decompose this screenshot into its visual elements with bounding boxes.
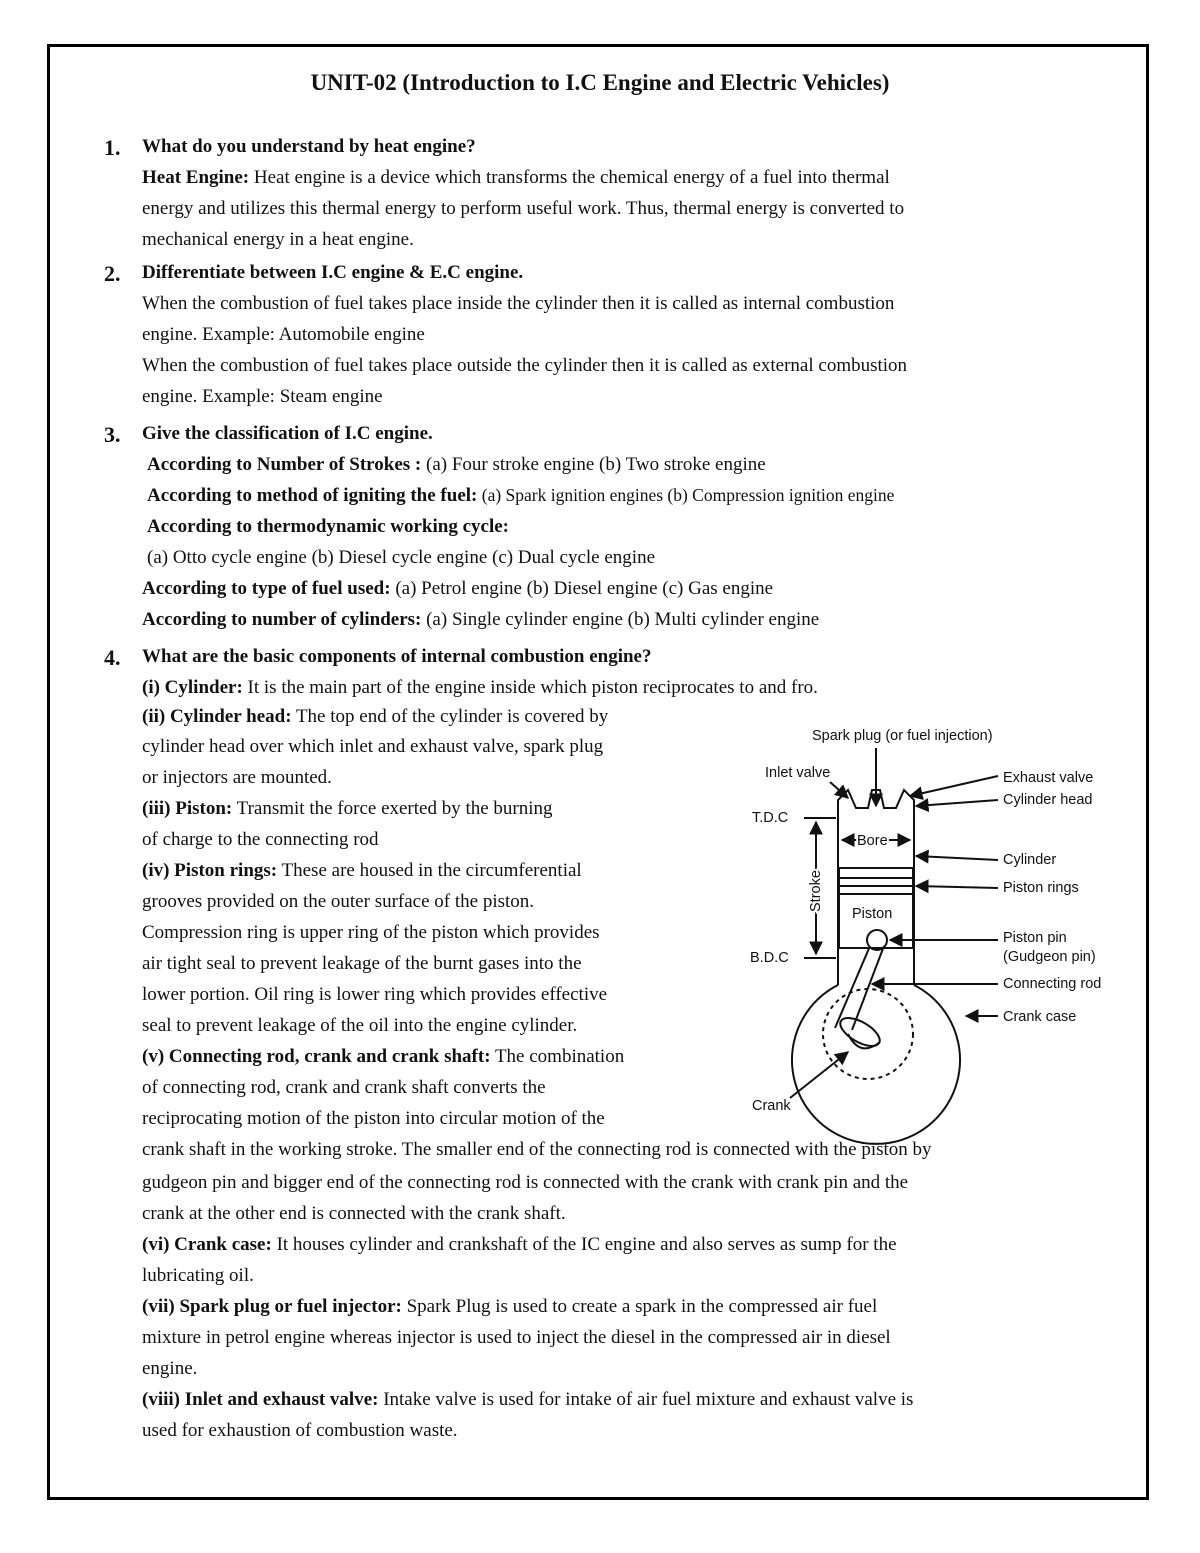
label-piston-rings: Piston rings bbox=[1003, 880, 1079, 896]
label-exhaust-valve: Exhaust valve bbox=[1003, 770, 1094, 786]
q1-question: What do you understand by heat engine? bbox=[142, 136, 476, 157]
q1-line-3: mechanical energy in a heat engine. bbox=[142, 229, 414, 250]
q1-number: 1. bbox=[104, 135, 121, 160]
q4-c3-term: (iii) Piston: bbox=[142, 798, 233, 819]
crank-circle bbox=[823, 989, 913, 1079]
label-piston: Piston bbox=[852, 906, 893, 922]
head-leader bbox=[916, 800, 998, 806]
crank-case-shape bbox=[792, 985, 960, 1144]
label-stroke: Stroke bbox=[808, 870, 824, 912]
label-piston-pin: Piston pin bbox=[1003, 930, 1067, 946]
q3-question: Give the classification of I.C engine. bbox=[142, 423, 433, 444]
q4-head-2: cylinder head over which inlet and exhaust valve, spark plug bbox=[142, 736, 604, 757]
q2-line-2: engine. Example: Automobile engine bbox=[142, 324, 425, 345]
label-inlet-valve: Inlet valve bbox=[765, 765, 831, 781]
q4-rings-2: grooves provided on the outer surface of the piston. bbox=[142, 891, 535, 912]
q4-c7-term: (vii) Spark plug or fuel injector: bbox=[142, 1296, 402, 1317]
q4-rod-3: reciprocating motion of the piston into circular motion of the bbox=[142, 1108, 605, 1129]
q4-c5-l1: The combination bbox=[490, 1046, 625, 1067]
q3-strokes-text: (a) Four stroke engine (b) Two stroke engine bbox=[421, 454, 766, 475]
q3-fuel-text: (a) Petrol engine (b) Diesel engine (c) Gas engine bbox=[390, 578, 774, 599]
q4-c4-term: (iv) Piston rings: bbox=[142, 860, 278, 881]
q4-c8-term: (viii) Inlet and exhaust valve: bbox=[142, 1389, 379, 1410]
q1-text: Heat engine is a device which transforms the chemical energy of a fuel into thermal bbox=[249, 167, 890, 188]
q2-question: Differentiate between I.C engine & E.C engine. bbox=[142, 262, 524, 283]
q4-valve-2: used for exhaustion of combustion waste. bbox=[142, 1420, 458, 1441]
label-gudgeon-pin: (Gudgeon pin) bbox=[1003, 949, 1096, 965]
q3-number: 3. bbox=[104, 422, 121, 447]
q4-c6-term: (vi) Crank case: bbox=[142, 1234, 272, 1255]
q4-piston-2: of charge to the connecting rod bbox=[142, 829, 379, 850]
label-cylinder: Cylinder bbox=[1003, 852, 1057, 868]
cylinder-leader bbox=[916, 856, 998, 860]
label-connecting-rod: Connecting rod bbox=[1003, 976, 1102, 992]
label-tdc: T.D.C bbox=[752, 810, 789, 826]
q4-spark-3: engine. bbox=[142, 1358, 198, 1379]
q2-line-1: When the combustion of fuel takes place inside the cylinder then it is called as internal combustion bbox=[142, 293, 895, 314]
q4-c7-l1: Spark Plug is used to create a spark in the compressed air fuel bbox=[401, 1296, 878, 1317]
label-spark-plug: Spark plug (or fuel injection) bbox=[812, 728, 993, 744]
q3-strokes-label: According to Number of Strokes : bbox=[147, 454, 422, 475]
q3-ignite-label: According to method of igniting the fuel: bbox=[147, 485, 478, 506]
q4-number: 4. bbox=[104, 645, 121, 670]
q4-c1-term: (i) Cylinder: bbox=[142, 677, 243, 698]
connecting-rod-right bbox=[852, 946, 884, 1030]
q4-c8-l1: Intake valve is used for intake of air fuel mixture and exhaust valve is bbox=[378, 1389, 914, 1410]
q3-fuel-label: According to type of fuel used: bbox=[142, 578, 391, 599]
page-title: UNIT-02 (Introduction to I.C Engine and Electric Vehicles) bbox=[310, 70, 890, 95]
inlet-leader bbox=[830, 782, 848, 798]
crank-pin-shape bbox=[836, 1012, 884, 1051]
q4-rings-5: lower portion. Oil ring is lower ring which provides effective bbox=[142, 984, 608, 1005]
q4-question: What are the basic components of internal combustion engine? bbox=[142, 646, 652, 667]
q3-ignite-text: (a) Spark ignition engines (b) Compression ignition engine bbox=[477, 485, 895, 505]
crank-arm-shape bbox=[848, 1034, 880, 1048]
q1-term: Heat Engine: bbox=[142, 167, 250, 188]
q4-c4-l1: These are housed in the circumferential bbox=[277, 860, 582, 881]
q4-rod-4: crank shaft in the working stroke. The smaller end of the connecting rod is connected with the piston by bbox=[142, 1139, 932, 1160]
exhaust-leader bbox=[910, 776, 998, 796]
q4-head-3: or injectors are mounted. bbox=[142, 767, 332, 788]
q3-cyl-text: (a) Single cylinder engine (b) Multi cylinder engine bbox=[421, 609, 820, 630]
q4-c1-text: It is the main part of the engine inside which piston reciprocates to and fro. bbox=[242, 677, 818, 698]
label-crank-case: Crank case bbox=[1003, 1009, 1077, 1025]
q4-spark-2: mixture in petrol engine whereas injector is used to inject the diesel in the compressed air in diesel bbox=[142, 1327, 891, 1348]
q2-number: 2. bbox=[104, 261, 121, 286]
q2-line-4: engine. Example: Steam engine bbox=[142, 386, 383, 407]
connecting-rod-left bbox=[835, 946, 870, 1028]
q4-rod-2: of connecting rod, crank and crank shaft converts the bbox=[142, 1077, 546, 1098]
q3-cycle-label: According to thermodynamic working cycle: bbox=[147, 516, 509, 537]
q4-c3-l1: Transmit the force exerted by the burning bbox=[232, 798, 553, 819]
q4-rod-6: crank at the other end is connected with the crank shaft. bbox=[142, 1203, 566, 1224]
q1-line-2: energy and utilizes this thermal energy to perform useful work. Thus, thermal energy is converted to bbox=[142, 198, 905, 219]
q4-rings-3: Compression ring is upper ring of the piston which provides bbox=[142, 922, 600, 943]
q4-rod-5: gudgeon pin and bigger end of the connecting rod is connected with the crank with crank pin and the bbox=[142, 1172, 909, 1193]
rings-leader bbox=[916, 886, 998, 888]
q4-c2-l1: The top end of the cylinder is covered by bbox=[291, 706, 609, 727]
q4-c2-term: (ii) Cylinder head: bbox=[142, 706, 292, 727]
q4-rings-6: seal to prevent leakage of the oil into the engine cylinder. bbox=[142, 1015, 578, 1036]
q4-c6-l1: It houses cylinder and crankshaft of the IC engine and also serves as sump for the bbox=[271, 1234, 897, 1255]
q3-cycle-text: (a) Otto cycle engine (b) Diesel cycle engine (c) Dual cycle engine bbox=[147, 547, 655, 568]
q4-c5-term: (v) Connecting rod, crank and crank shaft: bbox=[142, 1046, 491, 1067]
q2-line-3: When the combustion of fuel takes place outside the cylinder then it is called as external combustion bbox=[142, 355, 908, 376]
label-crank: Crank bbox=[752, 1098, 791, 1114]
q4-case-2: lubricating oil. bbox=[142, 1265, 254, 1286]
label-bore: Bore bbox=[857, 833, 888, 849]
label-cylinder-head: Cylinder head bbox=[1003, 792, 1093, 808]
q4-rings-4: air tight seal to prevent leakage of the burnt gases into the bbox=[142, 953, 582, 974]
q3-cyl-label: According to number of cylinders: bbox=[142, 609, 422, 630]
crank-leader bbox=[790, 1052, 848, 1098]
label-bdc: B.D.C bbox=[750, 950, 789, 966]
